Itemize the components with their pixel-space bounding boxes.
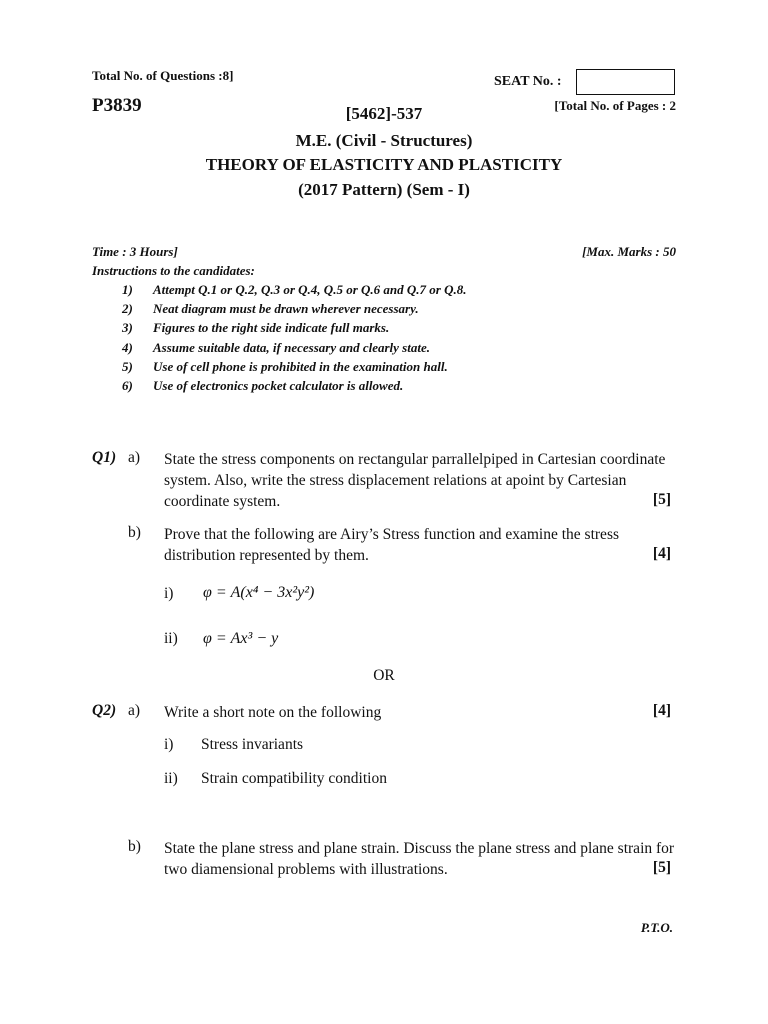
instruction-number: 2) [122,301,133,316]
q1a-text: State the stress components on rectangular parrallelpiped in Cartesian coordinate system. Also, write the stress displacement relations at apoint by Cartesian coordinate system. [164,451,666,510]
exam-time: Time : 3 Hours] [92,244,178,259]
instruction-number: 5) [122,359,133,374]
q2a-marks: [4] [652,702,671,719]
degree-title: M.E. (Civil - Structures) [295,131,473,150]
instruction-number: 4) [122,340,133,355]
q2b-label: b) [128,838,141,855]
q2a-item-number: i) [164,736,174,753]
instruction-text: Figures to the right side indicate full marks. [153,320,390,335]
total-questions: Total No. of Questions :8] [92,68,234,83]
q1b-item-number: i) [164,585,174,602]
q2a-item-text: Stress invariants [201,736,304,753]
question-1-label: Q1) [92,449,117,466]
pattern-title: (2017 Pattern) (Sem - I) [298,180,470,199]
instruction-text: Neat diagram must be drawn wherever necessary. [153,301,419,316]
q1b-text: Prove that the following are Airy’s Stress function and examine the stress distribution represented by them. [164,526,620,564]
max-marks: [Max. Marks : 50 [582,244,676,259]
q2a-label: a) [128,702,141,719]
instruction-text: Attempt Q.1 or Q.2, Q.3 or Q.4, Q.5 or Q.6 and Q.7 or Q.8. [153,282,467,297]
instruction-number: 1) [122,282,133,297]
q2b-text: State the plane stress and plane strain. Discuss the plane stress and plane strain for two diamensional problems with illustrations. [164,840,675,878]
instructions-heading: Instructions to the candidates: [92,263,255,278]
q1b-formula-2: φ = Ax³ − y [203,630,279,647]
instruction-number: 3) [122,320,133,335]
q1b-item-number: ii) [164,630,178,647]
seat-number-box[interactable] [576,69,675,95]
subject-title: THEORY OF ELASTICITY AND PLASTICITY [205,155,563,174]
total-pages: [Total No. of Pages : 2 [554,98,676,113]
q2a-item-text: Strain compatibility condition [201,770,387,787]
q1b-marks: [4] [652,545,671,562]
exam-code: [5462]-537 [345,104,423,123]
q2a-text: Write a short note on the following [164,704,382,721]
q2a-item-number: ii) [164,770,178,787]
paper-code: P3839 [92,95,142,116]
q1a-label: a) [128,449,141,466]
instruction-text: Assume suitable data, if necessary and clearly state. [153,340,430,355]
q1a-marks: [5] [652,491,671,508]
q2b-marks: [5] [652,859,671,876]
seat-number-label: SEAT No. : [494,74,562,89]
q1b-formula-1: φ = A(x⁴ − 3x²y²) [203,584,315,601]
please-turn-over: P.T.O. [640,920,673,935]
instruction-text: Use of cell phone is prohibited in the examination hall. [153,359,448,374]
instruction-number: 6) [122,378,133,393]
question-2-label: Q2) [92,702,117,719]
instruction-text: Use of electronics pocket calculator is allowed. [153,378,404,393]
or-separator: OR [373,667,395,684]
q1b-label: b) [128,524,141,541]
